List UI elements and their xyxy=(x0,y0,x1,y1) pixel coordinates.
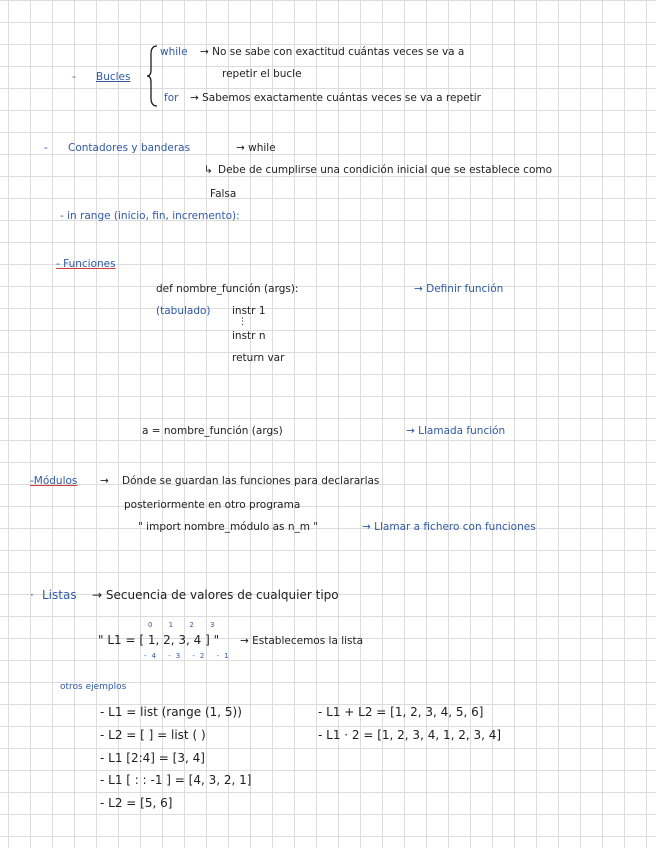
list-item: - L2 = [5, 6] xyxy=(100,796,173,810)
contadores-description: Debe de cumplirse una condición inicial que se establece como xyxy=(218,164,553,176)
modulos-description-cont: posteriormente en otro programa xyxy=(124,499,301,511)
list-item: - L1 + L2 = [1, 2, 3, 4, 5, 6] xyxy=(318,705,484,719)
listas-title: Listas xyxy=(42,588,77,602)
instr-n: instr n xyxy=(232,330,266,342)
listas-description: → Secuencia de valores de cualquier tipo xyxy=(92,588,339,602)
list-item: - L1 · 2 = [1, 2, 3, 4, 1, 2, 3, 4] xyxy=(318,728,502,742)
return-line: return var xyxy=(232,352,285,364)
modulos-description: Dónde se guardan las funciones para declararlas xyxy=(122,475,380,487)
tabulado-label: (tabulado) xyxy=(156,305,211,317)
vertical-dots: ⋮ xyxy=(238,317,247,327)
def-line: def nombre_función (args): xyxy=(156,283,299,295)
contadores-description-cont: Falsa xyxy=(210,188,237,200)
modulos-arrow: → xyxy=(100,475,109,487)
list-item: - L1 [2:4] = [3, 4] xyxy=(100,751,205,765)
contadores-while: → while xyxy=(236,142,276,154)
list-example-note: → Establecemos la lista xyxy=(240,635,364,647)
call-note: → Llamada función xyxy=(406,425,506,437)
import-note: → Llamar a fichero con funciones xyxy=(362,521,536,533)
call-line: a = nombre_función (args) xyxy=(142,425,283,437)
bucles-bullet: - xyxy=(72,71,76,83)
while-description: → No se sabe con exactitud cuántas veces se va a xyxy=(200,46,465,58)
instr-1: instr 1 xyxy=(232,305,266,317)
negative-indices: -4 -3 -2 -1 xyxy=(144,652,234,660)
otros-ejemplos-label: otros ejemplos xyxy=(60,682,127,692)
for-description: → Sabemos exactamente cuántas veces se va a repetir xyxy=(190,92,481,104)
contadores-title: Contadores y banderas xyxy=(68,142,191,154)
def-note: → Definir función xyxy=(414,283,504,295)
while-description-cont: repetir el bucle xyxy=(222,68,302,80)
for-keyword: for xyxy=(164,92,179,104)
while-keyword: while xyxy=(160,46,188,58)
curly-brace-icon xyxy=(146,44,158,108)
list-example: " L1 = [ 1, 2, 3, 4 ] " xyxy=(98,633,220,647)
funciones-title: - Funciones xyxy=(56,258,116,270)
import-line: " import nombre_módulo as n_m " xyxy=(138,521,319,533)
positive-indices: 0 1 2 3 xyxy=(148,621,222,629)
list-item: - L1 = list (range (1, 5)) xyxy=(100,705,242,719)
sub-arrow-icon: ↳ xyxy=(204,164,213,176)
bucles-title: Bucles xyxy=(96,71,131,83)
listas-bullet: · xyxy=(30,588,34,602)
list-item: - L1 [ : : -1 ] = [4, 3, 2, 1] xyxy=(100,773,252,787)
modulos-title: -Módulos xyxy=(30,475,78,487)
in-range-note: - in range (inicio, fin, incremento): xyxy=(60,210,240,222)
contadores-bullet: - xyxy=(44,142,48,154)
list-item: - L2 = [ ] = list ( ) xyxy=(100,728,206,742)
